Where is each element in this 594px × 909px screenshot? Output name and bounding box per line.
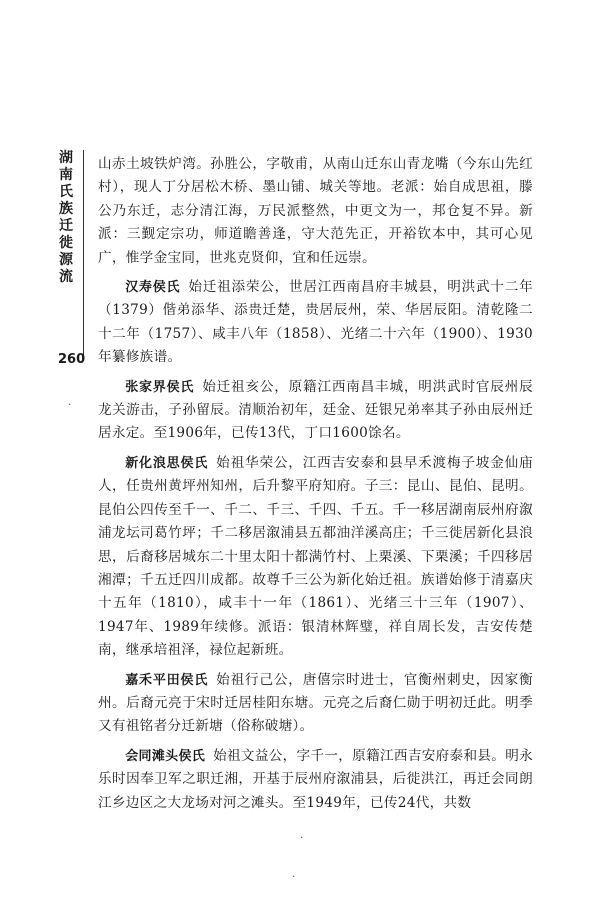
clan-heading: 张家界侯氏	[125, 379, 195, 395]
paragraph-text: 山赤土坡铁炉湾。孙胜公，字敬甫，从南山迁东山青龙嘴（今东山先红村），现人丁分居松木桥、墨山铺、城关等地。老派：始自成思祖，滕公乃东迁，志分清江海，万民派整然，中更文为一，邦仓复不异。新派：三觐定宗功，师道瞻善逢，守大范先正，开裕钦本中，其可心见广，惟学金宝同，世兆克贤仰，宜和任远崇。	[98, 156, 533, 266]
margin-rule	[83, 150, 84, 360]
page-number: 260	[58, 352, 86, 367]
clan-heading: 新化浪思侯氏	[125, 455, 209, 471]
body-text	[98, 153, 533, 821]
stray-mark: .	[300, 830, 304, 841]
clan-heading: 汉寿侯氏	[125, 280, 181, 296]
paragraph	[98, 745, 533, 815]
running-title: 湖南氏族迁徙源流	[59, 150, 73, 285]
stray-mark: ·	[292, 872, 296, 883]
paragraph	[98, 452, 533, 663]
paragraph-text: 始祖文益公，字千一，原籍江西吉安府泰和县。明永乐时因奉卫军之职迁湘，开基于辰州府溆浦县，后徙洪江，再迁会同朗江乡边区之大龙场对河之滩头。至1949年，已传24代，共数	[98, 747, 533, 811]
paragraph-text: 始迁祖添荣公，世居江西南昌府丰城县，明洪武十二年（1379）偕弟添华、添贵迁楚，贵居辰州，荣、华居辰阳。清乾隆二十二年（1757）、咸丰八年（1858）、光绪二十六年（1900）、1930年纂修族谱。	[98, 279, 533, 366]
clan-heading: 嘉禾平田侯氏	[125, 672, 209, 688]
paragraph	[98, 153, 533, 270]
paragraph-text: 始迁祖亥公，原籍江西南昌丰城，明洪武时官辰州辰龙关游击，子孙留辰。清顺治初年，廷金、廷银兄弟率其子孙由辰州迁居永定。至1906年，已传13代，丁口1600馀名。	[98, 378, 533, 442]
paragraph-text: 始祖行己公，唐僖宗时进士，官衡州刺史，因家衡州。后裔元亮于宋时迁居桂阳东塘。元亮之后裔仁勋于明初迁此。明季又有祖铭者分迁新塘（俗称破塘）。	[98, 671, 533, 735]
stray-mark: ·	[68, 400, 72, 411]
paragraph	[98, 669, 533, 739]
paragraph	[98, 376, 533, 446]
clan-heading: 会同滩头侯氏	[125, 748, 206, 764]
paragraph	[98, 276, 533, 370]
paragraph-text: 始祖华荣公，江西吉安泰和县早禾渡梅子坡金仙庙人，任贵州黄坪州知州，后升黎平府知府。子三：昆山、昆伯、昆明。昆伯公四传至千一、千二、千三、千四、千五。千一移居湖南辰州府溆浦龙坛司葛竹坪；千二移居溆浦县五都油洋溪高庄；千三徙居新化县浪思，后裔移居城东二十里太阳十都满竹村、上栗溪、下栗溪；千四移居湘潭；千五迁四川成都。故尊千三公为新化始迁祖。族谱始修于清嘉庆十五年（1810），咸丰十一年（1861）、光绪三十三年（1907）、1947年、1989年续修。派语：银清林辉璧，祥自周长发，吉安传楚南，继承培祖泽，禄位起新班。	[98, 454, 533, 659]
